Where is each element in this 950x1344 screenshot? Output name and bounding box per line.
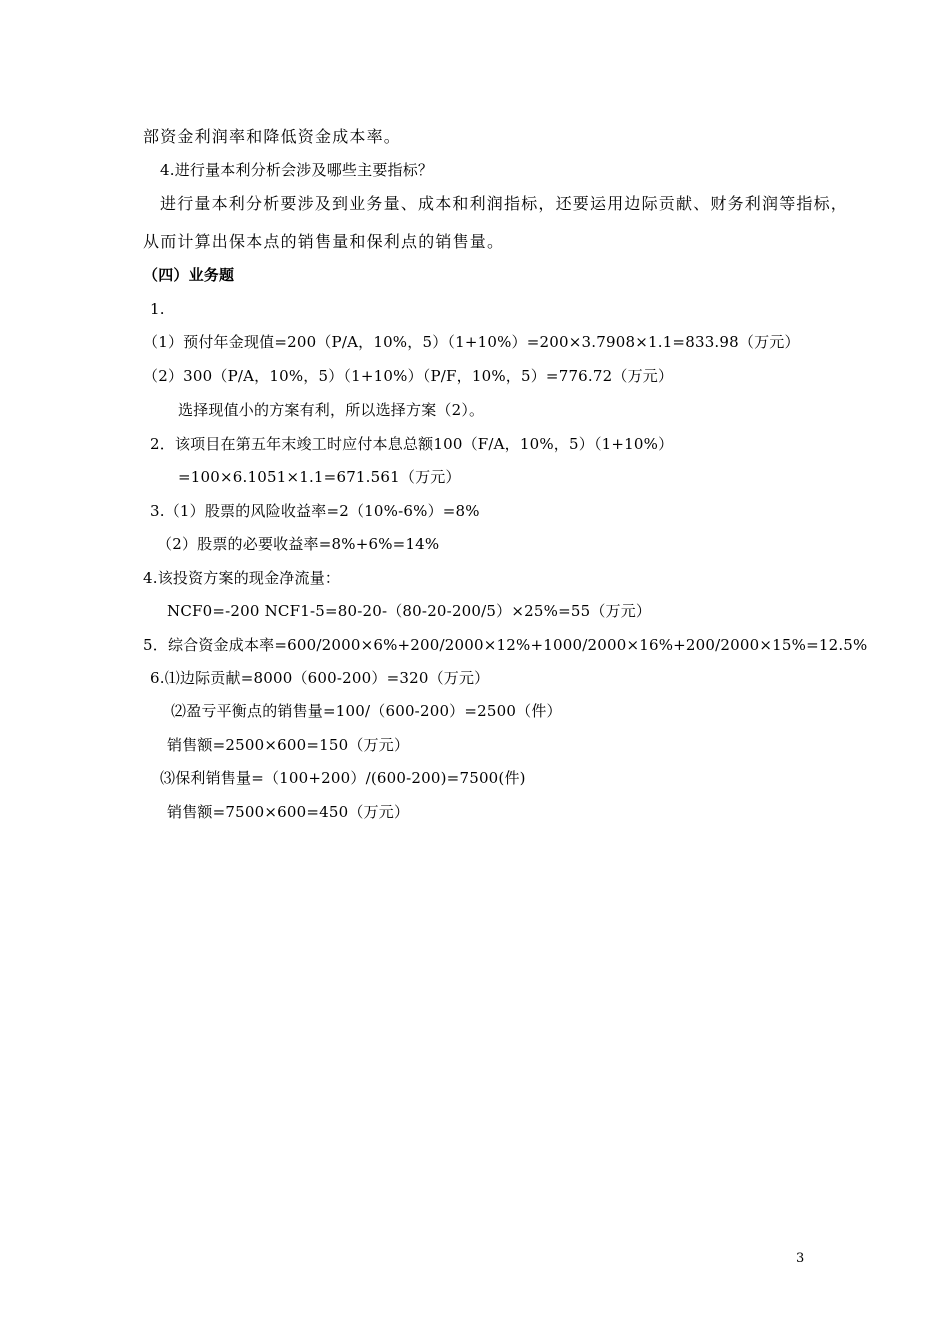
- text-line: 进行量本利分析要涉及到业务量、成本和利润指标，还要运用边际贡献、财务利润等指标，: [160, 194, 849, 213]
- answer-line: 销售额=2500×600=150（万元）: [167, 736, 410, 754]
- question-heading: 4.进行量本利分析会涉及哪些主要指标？: [160, 161, 434, 179]
- page-number: 3: [796, 1251, 805, 1266]
- answer-line: =100×6.1051×1.1=671.561（万元）: [178, 468, 461, 486]
- answer-line: 5．综合资金成本率=600/2000×6%+200/2000×12%+1000/2000×16%+200/2000×15%=12.5%: [143, 636, 868, 654]
- answer-line: 4.该投资方案的现金净流量：: [143, 569, 341, 587]
- answer-line: ⑶保利销售量=（100+200）/(600-200)=7500(件): [160, 769, 526, 787]
- answer-line: NCF0=-200 NCF1-5=80-20-（80-20-200/5）×25%=55（万元）: [167, 602, 652, 620]
- text-line: 部资金利润率和降低资金成本率。: [143, 127, 402, 146]
- section-heading: （四）业务题: [143, 266, 235, 284]
- answer-line: （2）股票的必要收益率=8%+6%=14%: [157, 535, 440, 553]
- answer-line: （1）预付年金现值=200（P/A，10%，5）（1+10%）=200×3.7908×1.1=833.98（万元）: [143, 333, 800, 351]
- item-number: 1.: [150, 300, 165, 318]
- answer-line: 选择现值小的方案有利，所以选择方案（2）。: [178, 401, 485, 419]
- answer-line: （2）300（P/A，10%，5）（1+10%）（P/F，10%，5）=776.72（万元）: [143, 367, 674, 385]
- answer-line: 销售额=7500×600=450（万元）: [167, 803, 410, 821]
- answer-line: 3.（1）股票的风险收益率=2（10%-6%）=8%: [150, 502, 480, 520]
- answer-line: ⑵盈亏平衡点的销售量=100/（600-200）=2500（件）: [171, 702, 562, 720]
- text-line: 从而计算出保本点的销售量和保利点的销售量。: [143, 232, 505, 251]
- answer-line: 2．该项目在第五年末竣工时应付本息总额100（F/A，10%，5）（1+10%）: [150, 435, 674, 453]
- answer-line: 6.⑴边际贡献=8000（600-200）=320（万元）: [150, 669, 490, 687]
